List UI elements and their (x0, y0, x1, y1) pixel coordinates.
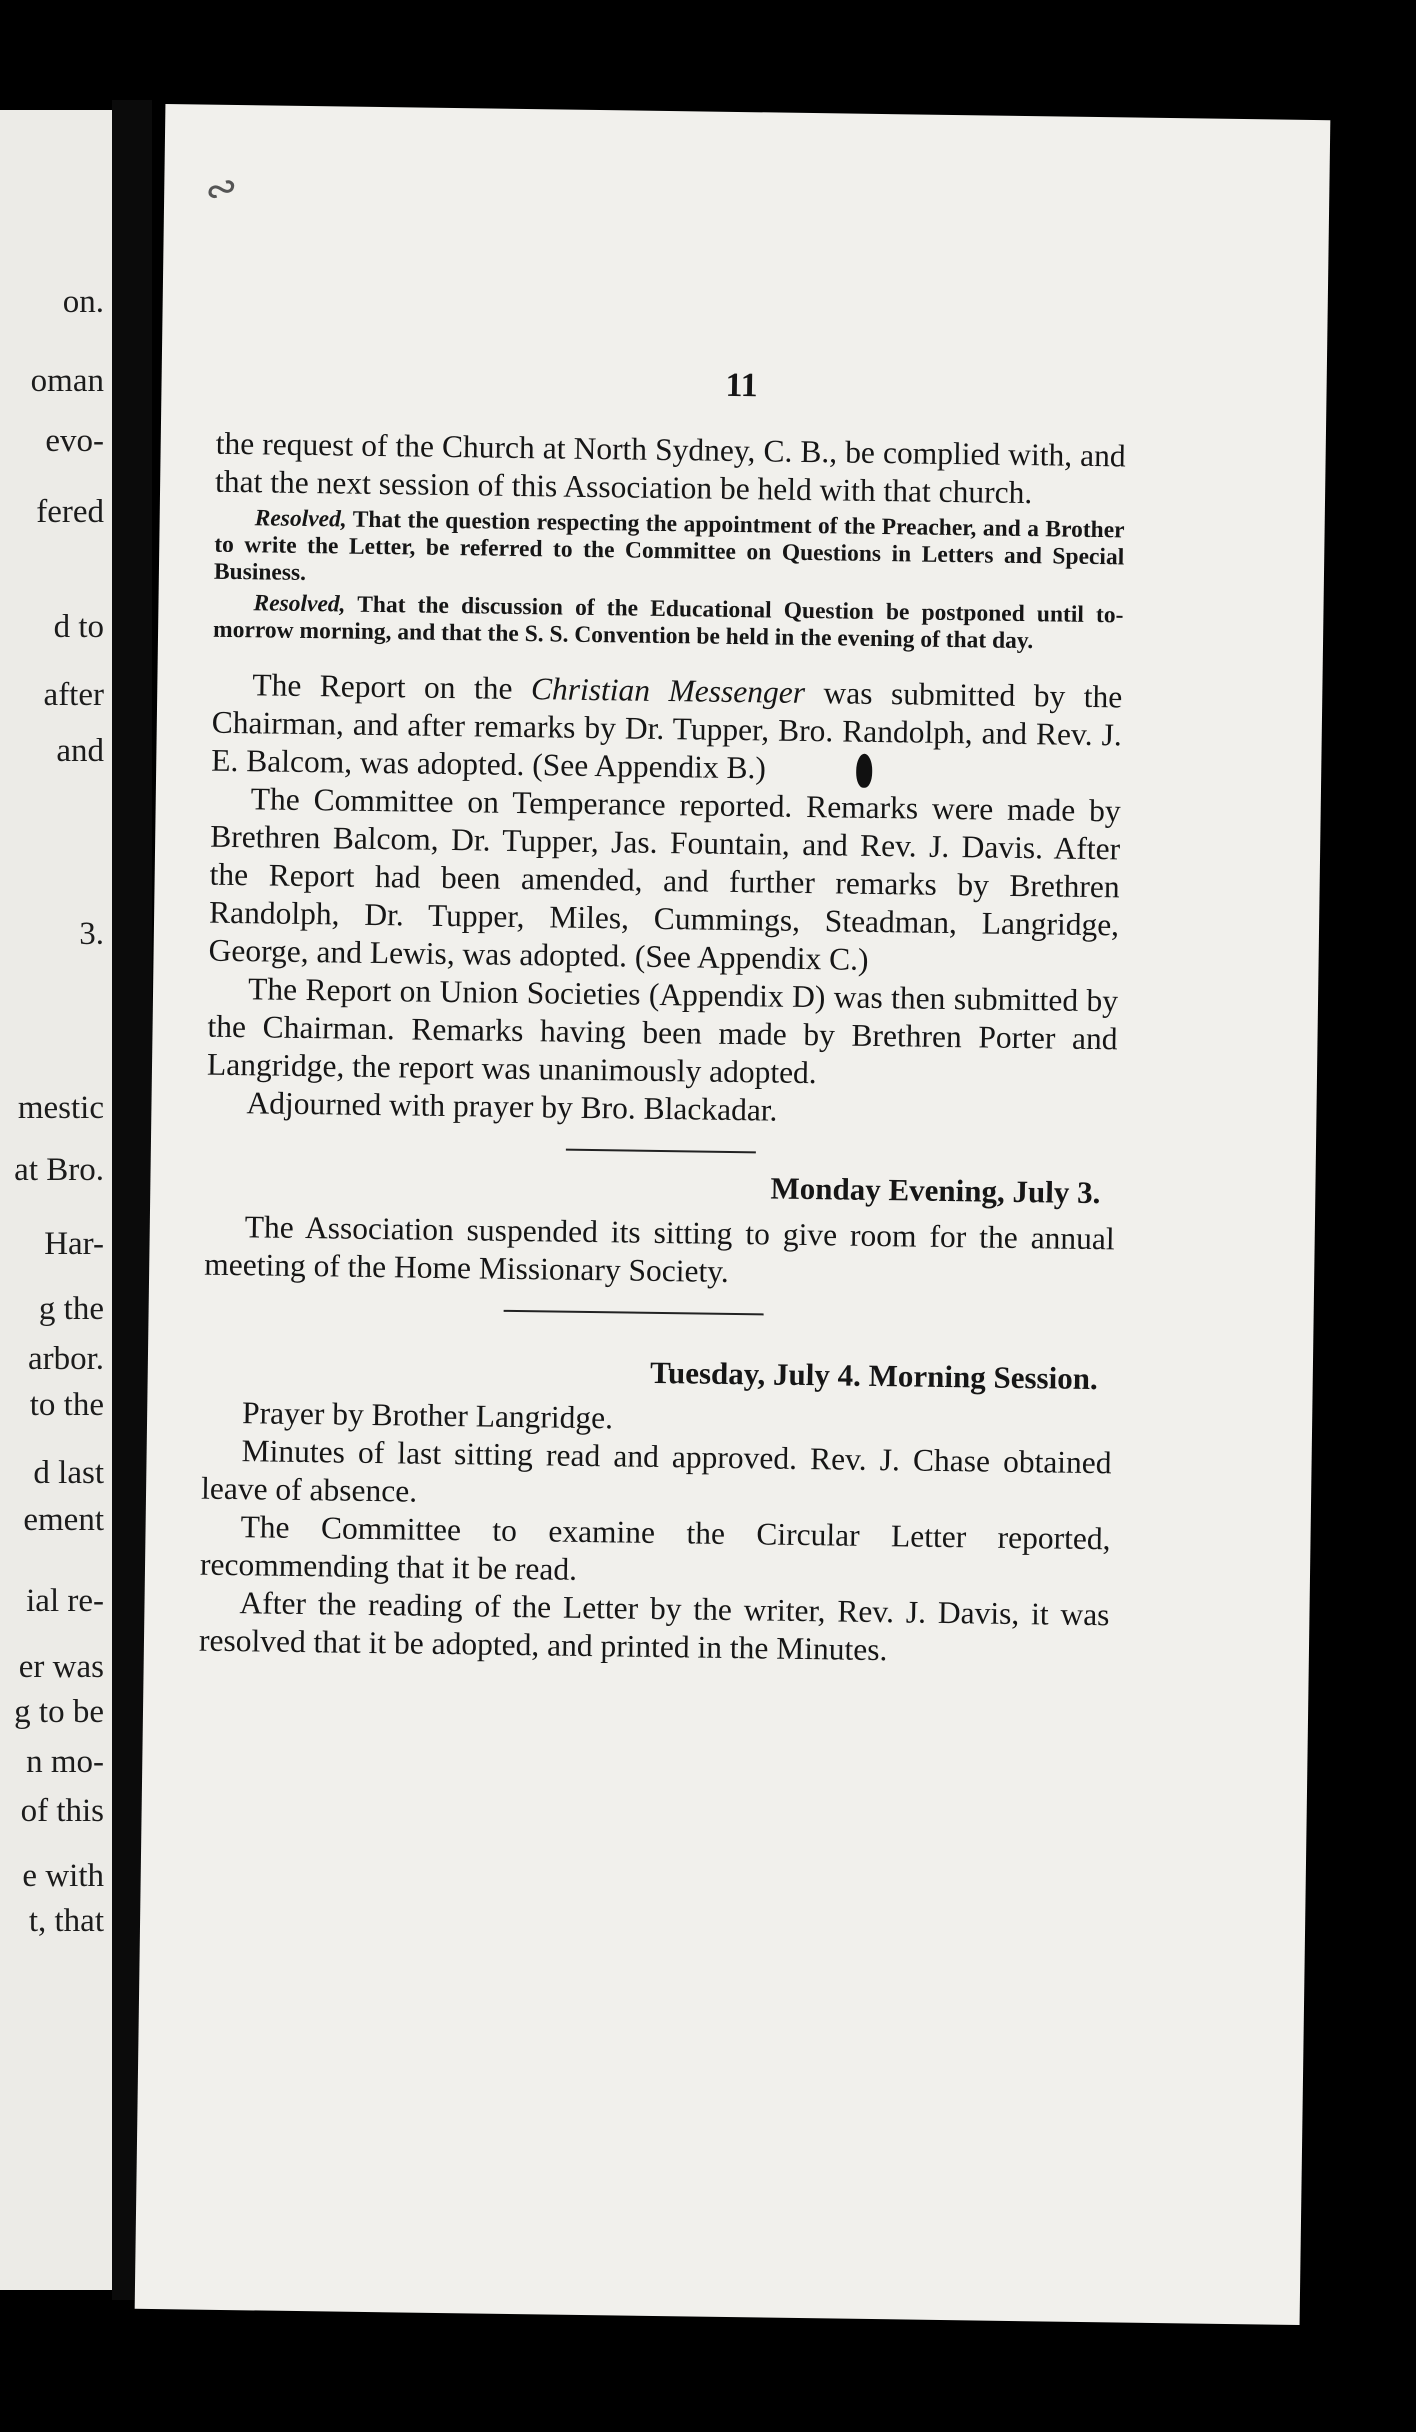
left-page-text-fragment: fered (36, 494, 104, 531)
left-page-text-fragment: on. (62, 283, 104, 320)
session-heading-tuesday: Tuesday, July 4. Morning Session. (649, 1354, 1098, 1397)
resolution-text: That the question respecting the appointment of the Preacher, and a Brother to write the Letter, be referred to the Committee on Questions in Letters and Special Business. (213, 506, 1125, 586)
left-page-text-fragment: d to (53, 609, 104, 646)
left-page-text-fragment: evo- (45, 423, 104, 460)
paragraph-temperance: The Committee on Temperance reported. Remarks were made by Brethren Balcom, Dr. Tupper, Jas. Fountain, and Rev. J. Davis. After the Report had been amended, and further remarks by Brethren Randolph, Dr. Tupper, Miles, Cummings, Steadman, Langridge, George, and Lewis, was adopted. (See Appendix C.) (208, 781, 1121, 977)
paragraph-circular-letter: The Committee to examine the Circular Letter reported, recommending that it be read. (199, 1509, 1111, 1587)
periodical-title: Christian Messenger (530, 671, 806, 710)
left-page-text-fragment: g to be (14, 1694, 104, 1731)
left-page-text-fragment: e with (22, 1858, 104, 1895)
resolution-text: That the discussion of the Educational Question be postponed until to-morrow morning, and that the S. S. Convention be held in the evening of that day. (212, 591, 1124, 655)
resolved-label: Resolved, (253, 590, 346, 618)
left-page-text-fragment: ial re- (26, 1582, 104, 1619)
section-divider (504, 1310, 764, 1316)
section-divider (566, 1149, 756, 1154)
page-body (199, 425, 1126, 1673)
text-span: was submitted by the Chairman, and after remarks by Dr. Tupper, Bro. Randolph, and Rev. J. E. Balcom, was adopted. (See Appendix B.) (211, 674, 1123, 786)
left-page-text-fragment: oman (30, 362, 104, 399)
resolution-appointment (214, 505, 1125, 599)
resolved-label: Resolved, (254, 505, 347, 533)
left-page-text-fragment: n mo- (26, 1743, 104, 1780)
paragraph-adjourned: Adjourned with prayer by Bro. Blackadar. (246, 1085, 778, 1128)
paragraph-union-societies: The Report on Union Societies (Appendix D) was then submitted by the Chairman. Remarks having been made by Brethren Porter and Langridge, the report was unanimously adopted. (206, 971, 1119, 1091)
page-number: 11 (725, 366, 758, 405)
paragraph-prayer: Prayer by Brother Langridge. (241, 1395, 614, 1436)
paragraph-letter-adopted: After the reading of the Letter by the writer, Rev. J. Davis, it was resolved that it be adopted, and printed in the Minutes. (198, 1585, 1110, 1668)
left-page-text-fragment: g the (38, 1291, 104, 1328)
left-page-text-fragment: er was (18, 1649, 104, 1686)
left-page-text-fragment: 3. (79, 916, 104, 952)
left-page-text-fragment: arbor. (27, 1340, 104, 1377)
left-page-text-fragment: at Bro. (14, 1151, 104, 1188)
paragraph-home-missionary: The Association suspended its sitting to give room for the annual meeting of the Home Missionary Society. (204, 1209, 1115, 1289)
left-page-text-fragment: to the (29, 1387, 104, 1424)
left-page-text-fragment: t, that (28, 1903, 104, 1940)
paragraph-continuation: the request of the Church at North Sydney, C. B., be complied with, and that the next session of this Association be held with that church. (214, 425, 1126, 511)
left-page-fragment (0, 110, 112, 2290)
text-span: The Report on the (252, 667, 532, 707)
left-page-text-fragment: Har- (44, 1226, 104, 1262)
book-page (135, 104, 1331, 2325)
left-page-text-fragment: mestic (17, 1089, 104, 1126)
session-heading-monday: Monday Evening, July 3. (770, 1170, 1101, 1211)
left-page-text-fragment: ement (23, 1501, 104, 1538)
paragraph-messenger-report (211, 666, 1123, 793)
paragraph-minutes: Minutes of last sitting read and approved. Rev. J. Chase obtained leave of absence. (200, 1433, 1112, 1509)
left-page-text-fragment: and (56, 733, 104, 770)
resolution-educational (213, 590, 1124, 657)
pencil-mark-icon: ∾ (197, 161, 245, 216)
left-page-text-fragment: after (43, 677, 104, 714)
left-page-text-fragment: of this (20, 1793, 104, 1830)
left-page-text-fragment: d last (33, 1455, 104, 1492)
